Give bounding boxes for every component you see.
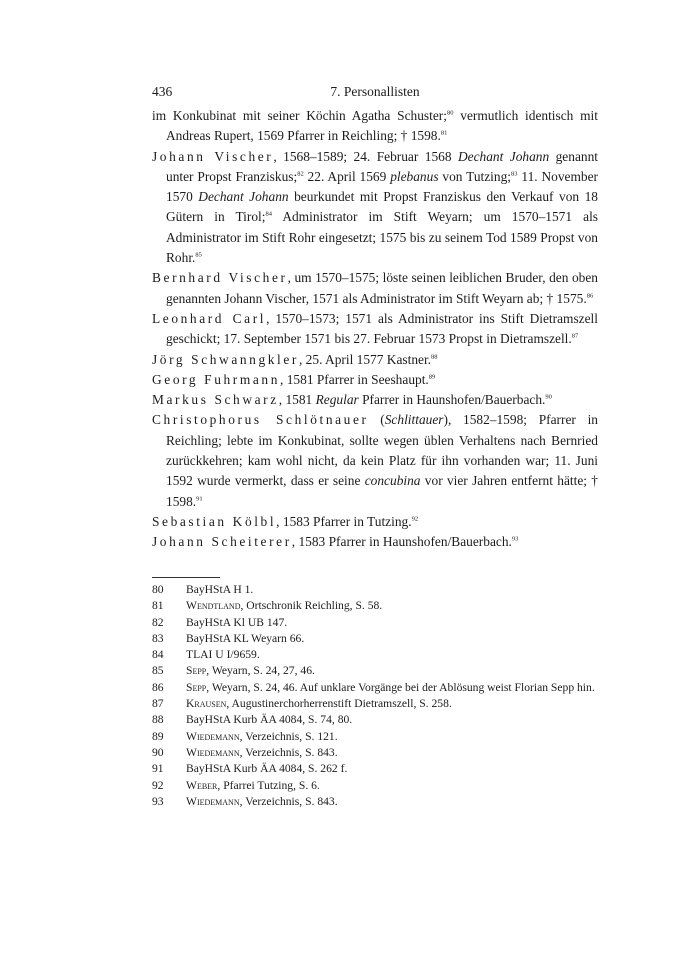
author-name: Krausen <box>186 697 227 711</box>
author-name: Wiedemann <box>186 745 240 759</box>
person-entry <box>152 410 598 511</box>
footnote-text <box>186 681 595 694</box>
text-run: ( <box>368 412 385 428</box>
footnote-number: 92 <box>152 778 164 792</box>
text-run: , 1583 Pfarrer in Tutzing. <box>276 513 412 529</box>
author-name: Wiedemann <box>186 794 240 808</box>
footnote-number: 82 <box>152 615 164 629</box>
footnote-ref: 82 <box>297 170 304 178</box>
text-run: ), 1582–1598; Pfarrer in Reichling; lebte im Konkubinat, sollte wegen üblen Verhaltens nach Bernried zurückkehren; kam wohl nicht, da kein Platz für ihn vorhanden war; 11. Juni 1592 wurde vermerkt, dass er seine <box>166 412 598 489</box>
footnote-text <box>186 583 253 596</box>
person-details <box>292 534 519 549</box>
footnote-ref: 89 <box>428 373 436 381</box>
footnote-text <box>186 795 338 808</box>
text-run: BayHStA KL Weyarn 66. <box>186 631 305 645</box>
person-list <box>152 106 598 553</box>
footnote <box>152 598 598 614</box>
footnote-ref: 83 <box>511 170 518 178</box>
footnote-ref: 92 <box>411 515 419 523</box>
footnote-number: 90 <box>152 745 164 759</box>
author-name: Sepp <box>186 680 207 694</box>
text-run: , Verzeichnis, S. 121. <box>239 729 338 743</box>
person-entry <box>152 532 598 552</box>
person-details <box>299 352 438 367</box>
footnote-ref: 85 <box>195 251 202 259</box>
person-name: Jörg Schwanngkler <box>152 351 299 367</box>
footnote-ref: 88 <box>431 353 438 361</box>
text-run: , Verzeichnis, S. 843. <box>239 745 338 759</box>
footnote-number: 88 <box>152 713 164 727</box>
person-name: Johann Scheiterer <box>152 534 292 550</box>
person-name: Leonhard Carl <box>152 310 267 326</box>
footnote-text <box>186 762 347 775</box>
person-name: Christophorus Schlötnauer <box>152 412 369 428</box>
person-details <box>166 149 598 265</box>
author-name: Weber <box>186 778 218 792</box>
footnote-ref: 90 <box>545 393 552 401</box>
footnote-ref: 80 <box>446 109 454 117</box>
footnote-text <box>186 599 382 612</box>
person-details <box>279 392 552 407</box>
person-entry <box>152 350 598 370</box>
text-run: genannt unter Propst Franziskus; <box>166 148 598 184</box>
footnote-text <box>186 697 452 710</box>
footnote-text <box>186 730 338 743</box>
italic-term: concubina <box>364 473 421 489</box>
text-run: Pfarrer in Haunshofen/Bauerbach. <box>358 392 546 408</box>
text-run: beurkundet mit Propst Franziskus den Verkauf von 18 Gütern in Tirol; <box>166 189 598 225</box>
person-entry <box>152 268 598 309</box>
text-run: , 1568–1589; 24. Februar 1568 <box>273 148 458 164</box>
footnote-text <box>186 746 338 759</box>
text-run: , 25. April 1577 Kastner. <box>298 351 432 367</box>
person-name: Johann Vischer <box>152 148 274 164</box>
author-name: Wiedemann <box>186 729 240 743</box>
footnote-ref: 81 <box>440 129 448 137</box>
text-run: BayHStA Kurb ÄA 4084, S. 74, 80. <box>186 713 353 727</box>
author-name: Sepp <box>186 664 207 678</box>
footnote <box>152 778 598 794</box>
page-body <box>152 80 598 553</box>
italic-term: Dechant Johann <box>457 148 550 164</box>
person-details <box>280 372 435 387</box>
footnote-ref: 86 <box>586 292 594 300</box>
running-title: 7. Personallisten <box>330 84 420 99</box>
text-run: , 1583 Pfarrer in Haunshofen/Bauerbach. <box>291 534 512 550</box>
footnote-number: 81 <box>152 599 164 613</box>
footnote-ref: 84 <box>265 211 272 219</box>
footnote-number: 87 <box>152 697 164 711</box>
footnote-text <box>186 713 352 726</box>
person-name: Bernhard Vischer <box>152 270 288 286</box>
text-run: vermutlich identisch mit Andreas Rupert, 1569 Pfarrer in Reichling; † 1598. <box>166 108 598 144</box>
text-run: , um 1570–1575; löste seinen leiblichen Bruder, den oben genannten Johann Vischer, 1571 als Administrator im Stift Weyarn ab; † 1575. <box>166 270 598 306</box>
footnote-ref: 93 <box>511 535 519 543</box>
footnote-number: 86 <box>152 680 164 694</box>
text-run: BayHStA Kl UB 147. <box>186 615 288 629</box>
person-name: Georg Fuhrmann <box>152 371 281 387</box>
footnote-number: 80 <box>152 583 164 596</box>
person-details <box>276 514 418 529</box>
person-name: Sebastian Kölbl <box>152 513 277 529</box>
footnote <box>152 615 598 631</box>
footnote <box>152 582 598 598</box>
text-run: , Weyarn, S. 24, 46. Auf unklare Vorgänge bei der Ablösung weist Florian Sepp hin. <box>206 680 595 694</box>
italic-term: plebanus <box>390 168 439 184</box>
footnote <box>152 631 598 647</box>
text-run: 22. April 1569 <box>303 168 391 184</box>
text-run: TLAI U I/9659. <box>186 648 260 662</box>
footnote-ref: 91 <box>196 495 203 503</box>
person-entry <box>152 309 598 350</box>
italic-term: Regular <box>315 392 359 408</box>
text-run: BayHStA Kurb ÄA 4084, S. 262 f. <box>186 762 348 776</box>
text-run: BayHStA H 1. <box>186 583 254 596</box>
footnote <box>152 712 598 728</box>
footnote-separator <box>152 577 220 578</box>
person-entry <box>152 390 598 410</box>
footnote-number: 85 <box>152 664 164 678</box>
footnote <box>152 647 598 663</box>
footnote <box>152 729 598 745</box>
person-entry <box>152 147 598 269</box>
footnote-number: 84 <box>152 648 164 662</box>
text-run: von Tutzing; <box>438 168 512 184</box>
text-run: , 1581 <box>278 392 316 408</box>
person-name: Markus Schwarz <box>152 392 279 408</box>
text-run: , 1581 Pfarrer in Seeshaupt. <box>280 371 429 387</box>
person-entry <box>152 512 598 532</box>
footnote-ref: 87 <box>571 332 579 340</box>
text-run: , 1570–1573; 1571 als Administrator ins Stift Dietramszell geschickt; 17. September 1571 bis 27. Februar 1573 Propst in Dietramszell. <box>166 310 598 347</box>
footnote-text <box>186 616 287 629</box>
text-run: Administrator im Stift Weyarn; um 1570–1571 als Administrator im Stift Rohr eingesetzt; 1575 bis zu seinem Tod 1589 Propst von Rohr. <box>166 209 598 266</box>
footnote-number: 83 <box>152 631 164 645</box>
text-run: , Verzeichnis, S. 843. <box>239 794 338 808</box>
footnote <box>152 745 598 761</box>
running-header <box>152 80 598 102</box>
text-run: , Ortschronik Reichling, S. 58. <box>240 599 383 613</box>
text-run: vor vier Jahren entfernt hätte; † 1598. <box>166 473 598 509</box>
text-run: , Weyarn, S. 24, 27, 46. <box>206 664 315 678</box>
footnote-number: 93 <box>152 794 164 808</box>
person-entry <box>152 106 598 147</box>
footnote-number: 89 <box>152 729 164 743</box>
footnote <box>152 680 598 696</box>
text-run: im Konkubinat mit seiner Köchin Agatha Schuster; <box>152 108 447 123</box>
text-run: , Pfarrei Tutzing, S. 6. <box>217 778 320 792</box>
page-number: 436 <box>152 84 173 99</box>
footnote <box>152 794 598 810</box>
italic-term: Dechant Johann <box>198 189 289 205</box>
footnote-text <box>186 648 260 661</box>
text-run: 11. November 1570 <box>166 168 598 205</box>
author-name: Wendtland <box>186 599 241 613</box>
footnote-number: 91 <box>152 762 164 776</box>
person-details <box>152 108 598 143</box>
italic-term: Schlittauer <box>384 412 444 428</box>
person-entry <box>152 370 598 390</box>
footnote-text <box>186 779 320 792</box>
footnote-text <box>186 632 304 645</box>
text-run: , Augustinerchorherrenstift Dietramszell, S. 258. <box>226 697 452 711</box>
footnote <box>152 663 598 679</box>
footnote <box>152 761 598 777</box>
footnotes <box>152 582 598 810</box>
footnote <box>152 696 598 712</box>
footnote-text <box>186 664 315 677</box>
